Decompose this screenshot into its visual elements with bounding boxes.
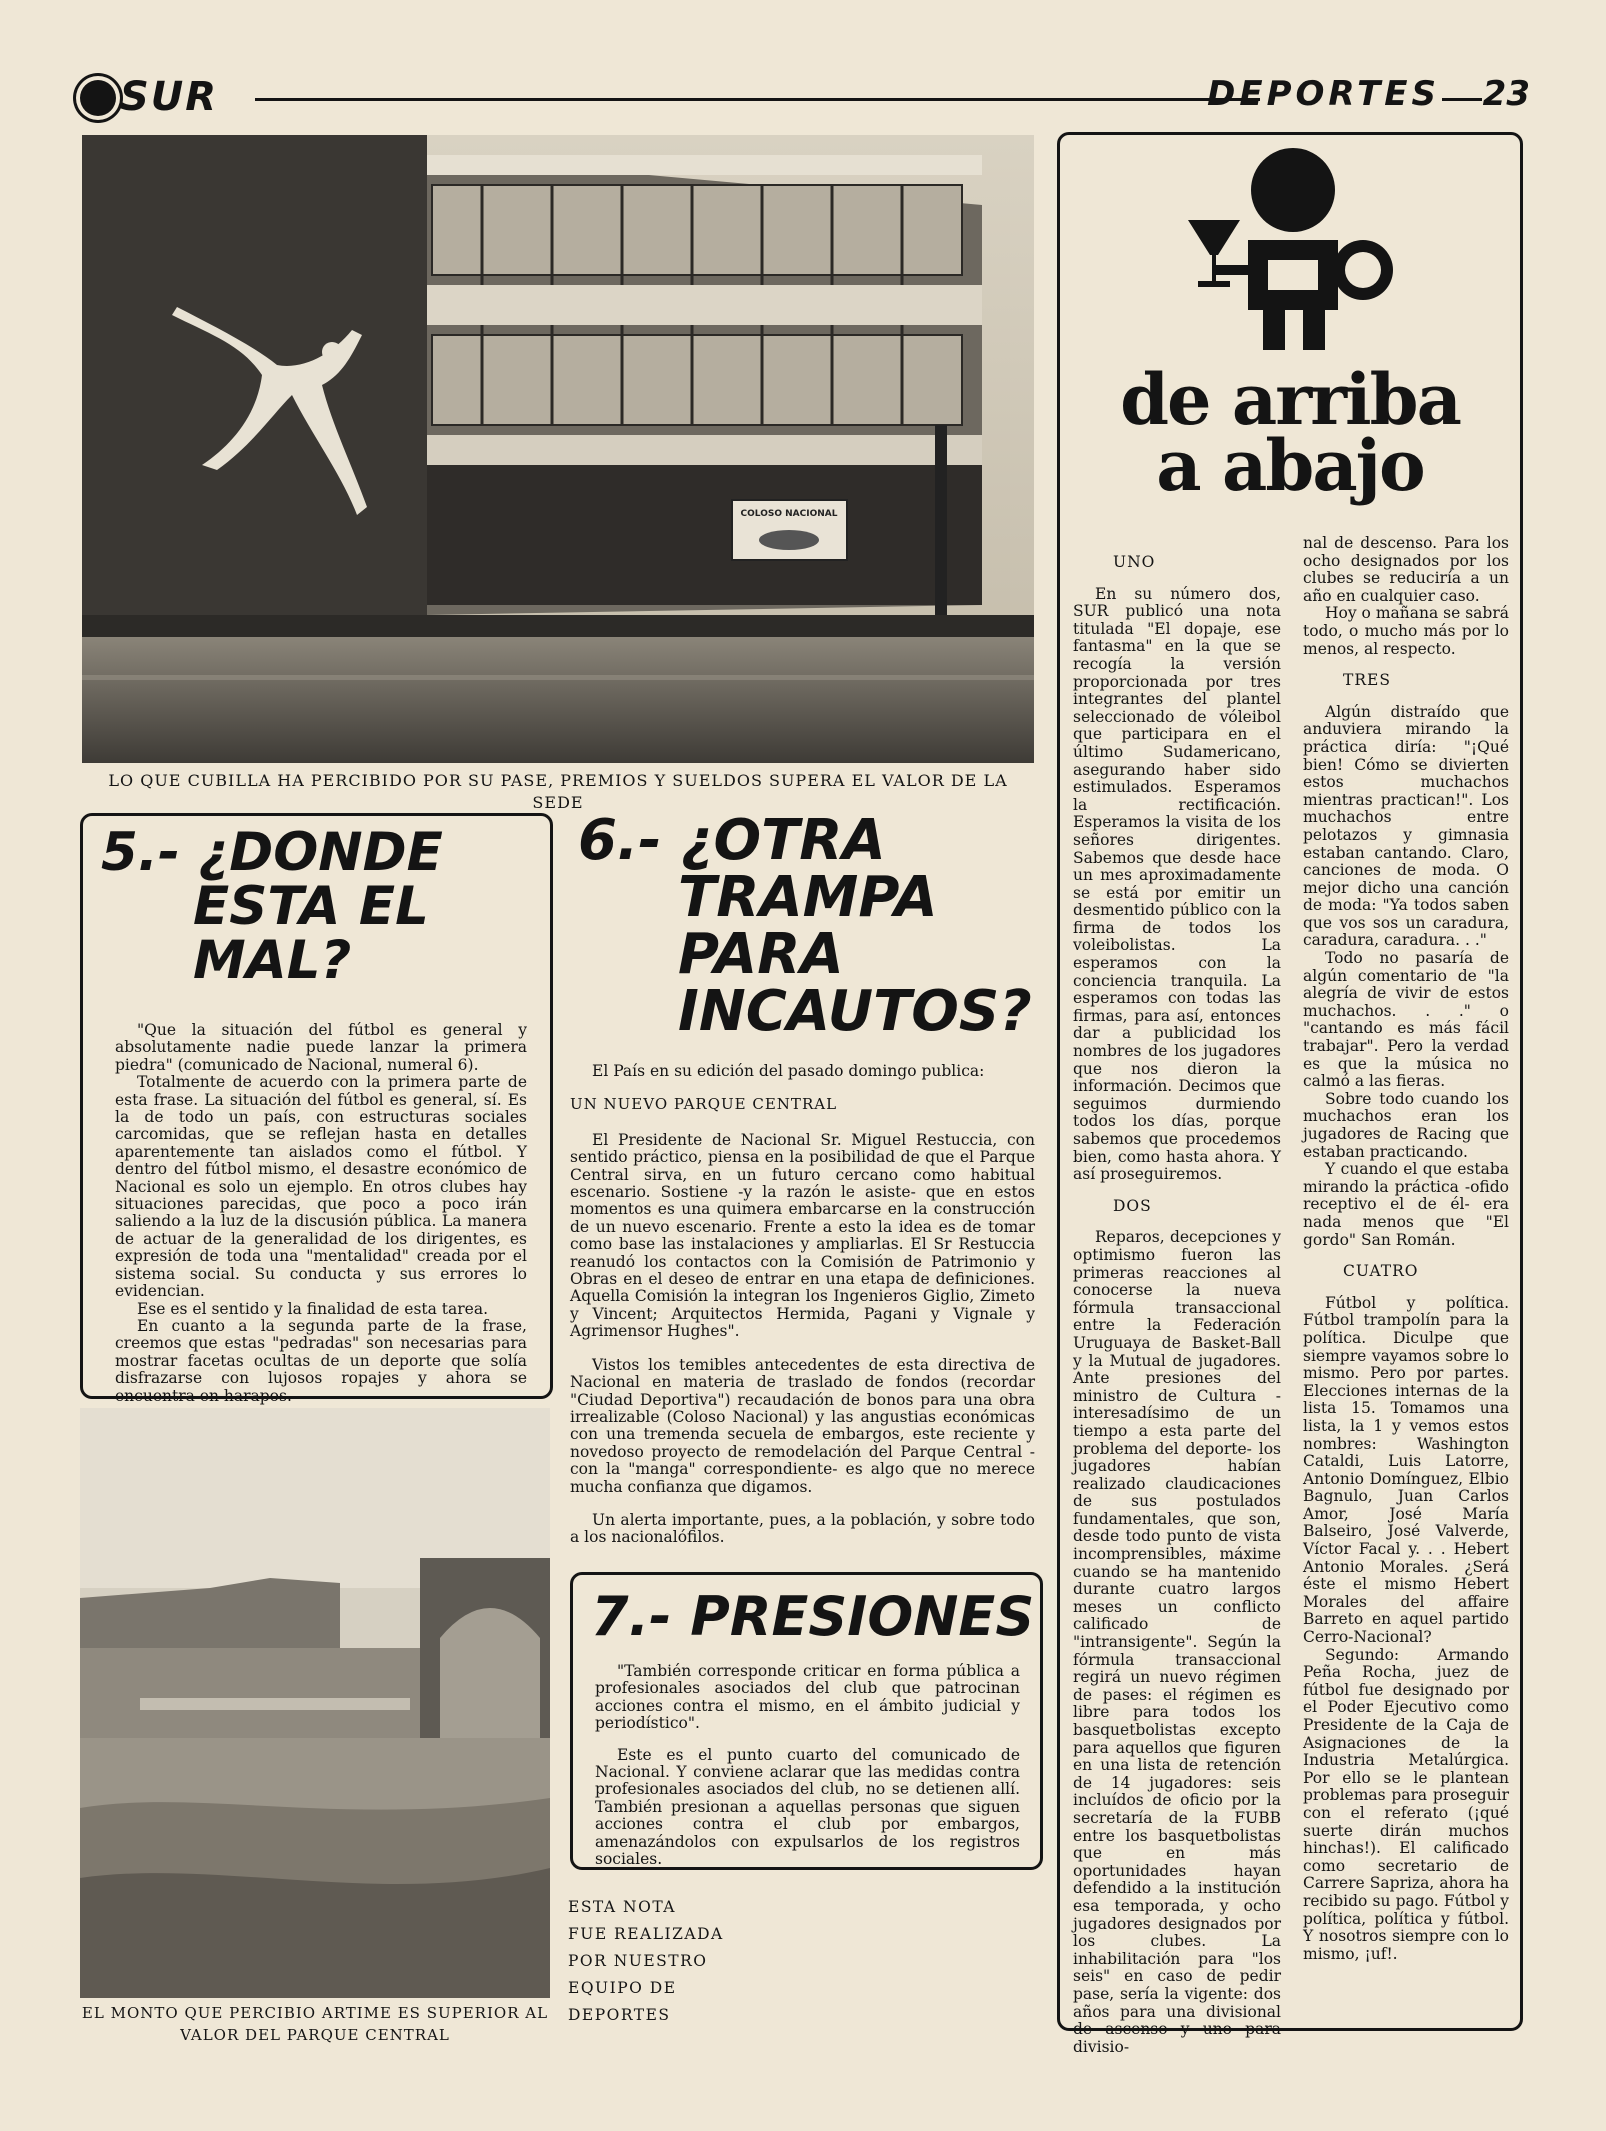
column-subhead: CUATRO (1343, 1262, 1419, 1281)
column-text-right (1303, 535, 1509, 1963)
bottom-photo (80, 1408, 550, 1998)
sun-icon (80, 80, 116, 116)
photo-sign-text: COLOSO NACIONAL (740, 509, 838, 519)
column-paragraph: Hoy o mañana se sabrá todo, o mucho más por lo menos, al respecto. (1303, 604, 1509, 658)
article-6-intro: El País en su edición del pasado domingo publica: (592, 1062, 985, 1080)
column-paragraph: nal de descenso. Para los ocho designados por los clubes se reduciría a un año en cualquier caso. (1303, 534, 1509, 605)
column-paragraph: Reparos, decepciones y optimismo fueron las primeras reacciones al conocerse la nueva fórmula transaccional entre la Federación Uruguaya de Basket-Ball y la Mutual de jugadores. Ante presiones del ministro de Cultura -interesadísimo de un tiempo a esta parte del problema del deporte- los jugadores habían realizado claudicaciones de sus postulados fundamentales, que son, desde todo punto de vista incomprensibles, máxime cuando se ha mantenido durante cuatro largos meses un conflicto calificado de "intransigente". Según la fórmula transaccional regirá un nuevo régimen de pases: el régimen es libre para todos los basquetbolistas excepto para aquellos que figuren en una lista de retención de 14 jugadores: seis incluídos de oficio por la secretaría de la FUBB entre los basquetbolistas que en más oportunidades hayan defendido a la institución esa temporada, y ocho jugadores designados por los clubes. La inhabilitación para "los seis" en caso de pedir pase, sería la vigente: dos años para una divisional de ascenso y uno para divisio- (1073, 1228, 1281, 2056)
column-subhead: DOS (1113, 1196, 1152, 1215)
column-paragraph: Algún distraído que anduviera mirando la práctica diría: "¡Qué bien! Cómo se divierten estos muchachos mientras practican!". Los muchachos entre pelotazos y gimnasia estaban cantando. Claro, canciones de moda. O mejor dicho una canción de moda: "Ya todos saben que vos sos un caradura, caradura, caradura. . ." (1303, 702, 1509, 950)
column-paragraph: Fútbol y política. Fútbol trampolín para la política. Diculpe que siempre vayamos sobre lo mismo. Pero por partes. Elecciones internas de la lista 15. Tomamos una lista, la 1 y vemos estos nombres: Washington Cataldi, Luis Latorre, Antonio Domínguez, Elbio Bagnulo, Juan Carlos Amor, José María Balseiro, José Valverde, Víctor Facal y. . . Hebert Antonio Morales. ¿Será éste el mismo Hebert Morales del affaire Barreto en aquel partido Cerro-Nacional? (1303, 1293, 1509, 1647)
bottom-photo-caption: EL MONTO QUE PERCIBIO ARTIME ES SUPERIOR AL VALOR DEL PARQUE CENTRAL (81, 2004, 549, 2044)
column-paragraph: En su número dos, SUR publicó una nota titulada "El dopaje, ese fantasma" en la que se recogía la versión proporcionada por tres integrantes del plantel seleccionado de vóleibol que participara en el último Sudamericano, asegurando haber sido estimulados. Esperamos la rectificación. Esperamos la visita de los señores dirigentes. Sabemos que desde hace un mes aproximadamente se está por emitir un desmentido público con la firma de todos los voleibolistas. La esperamos con la conciencia tranquila. La esperamos con todas las firmas, para así, entonces dar a publicidad los nombres de los jugadores que nos dieron la información. Decimos que seguimos durmiendo todos los días, porque sabemos que procedemos bien, como hasta ahora. Y así proseguiremos. (1073, 584, 1281, 1184)
park-photo-image (80, 1408, 550, 1998)
mascot-figure-icon (1168, 145, 1408, 355)
staff-credit: ESTA NOTA FUE REALIZADA POR NUESTRO EQUIPO DE DEPORTES (568, 1898, 724, 2024)
newspaper-logo: SUR (80, 74, 218, 120)
column-text-left (1073, 540, 1281, 2056)
column-subhead: TRES (1343, 671, 1391, 690)
article-7-box (570, 1572, 1043, 1870)
column-paragraph: Segundo: Armando Peña Rocha, juez de fútbol fue designado por el Poder Ejecutivo como Presidente de la Caja de Asignaciones de la Industria Metalúrgica. Por ello se le plantean problemas para proseguir con el referato (¡qué suerte dirán muchos hinchas!). El calificado como secretario de Carrere Sapriza, ahora ha recibido su pago. Fútbol y política, política y fútbol. Y nosotros siempre con lo mismo, ¡uf!. (1303, 1645, 1509, 1963)
page-number: 23 (1482, 74, 1530, 114)
masthead-rule-short (1442, 98, 1482, 101)
article-7-body: "También corresponde criticar en forma pública a profesionales asociados del club que patrocinan acciones contra el mismo, en el ámbito judicial y periodístico". Este es el punto cuarto del comunicado de Nacional. Y conviene aclarar que las medidas contra profesionales asociados del club, no se detienen allí. También presionan a aquellas personas que siguen acciones contra el club por embargos, amenazándolos con expulsarlos de los registros sociales. (595, 1662, 1020, 1869)
column-subhead: UNO (1113, 553, 1156, 571)
article-6-heading: 6.- ¿OTRA TRAMPA PARA INCAUTOS? (578, 808, 1032, 1045)
column-paragraph: Y cuando el que estaba mirando la práctica -ofido receptivo el de él- era nada menos que "El gordo" San Román. (1303, 1160, 1509, 1249)
column-title: de arriba a abajo (1120, 358, 1460, 507)
building-photo-image (82, 135, 1034, 763)
column-paragraph: Todo no pasaría de algún comentario de "la alegría de vivir de estos muchachos. . ." o "cantando es más fácil trabajar". Pero la verdad es que la música no calmó a las fieras. (1303, 949, 1509, 1091)
article-7-heading: 7.- PRESIONES (591, 1585, 1035, 1648)
column-paragraph: Sobre todo cuando los muchachos eran los jugadores de Racing que estaban practicando. (1303, 1089, 1509, 1161)
article-5-body: "Que la situación del fútbol es general y absolutamente nadie puede lanzar la primera piedra" (comunicado de Nacional, numeral 6). Totalmente de acuerdo con la primera parte de esta frase. La situación del fútbol es general, sí. Es la de todo un país, con estructuras sociales carcomidas, que se reflejan hasta en detalles aparentemente tan aislados como el fútbol. Y dentro del fútbol mismo, el desastre económico de Nacional es solo un ejemplo. En otros clubes hay situaciones parecidas, que poco a poco irán saliendo a la luz de la discusión pública. La manera de actuar de la generalidad de los dirigentes, es expresión de toda una "mentalidad" creada por el sistema social. Su conducta y sus errores lo evidencian. Ese es el sentido y la finalidad de esta tarea. En cuanto a la segunda parte de la frase, creemos que estas "pedradas" son necesarias para mostrar facetas ocultas de un deporte que solía disfrazarse con lujosos ropajes y ahora se encuentra en harapos. (115, 1021, 527, 1405)
top-photo (82, 135, 1034, 763)
section-name: DEPORTES (1207, 74, 1440, 114)
masthead (80, 72, 1530, 122)
article-5-box (80, 813, 553, 1405)
article-6-body: El País en su edición del pasado domingo publica: UN NUEVO PARQUE CENTRAL El Presidente de Nacional Sr. Miguel Restuccia, con sentido práctico, piensa en la posibilidad de que el Parque Central sirva, en un futuro cercano como habitual escenario. Sostiene -y la razón le asiste- que en estos momentos es una quimera embarcarse en la construcción de un nuevo escenario. Frente a esto la idea es de tomar como base las instalaciones y ampliarlas. El Sr Restuccia reanudó los contactos con la Comisión de Patrimonio y Obras en el deseo de entrar en una etapa de definiciones. Aquella Comisión la integran los Ingenieros Giglio, Zimeto y Vincent; Arquitectos Hermida, Pagani y Vignale y Agrimensor Hughes". Vistos los temibles antecedentes de esta directiva de Nacional en materia de traslado de fondos (recordar "Ciudad Deportiva") recaudación de bonos para una obra irrealizable (Coloso Nacional) y las angustias económicas con una tremenda secuela de embargos, este reciente y novedoso proyecto de remodelación del Parque Central -con la "manga" correspondiente- es algo que no merece mucha confianza que digamos. Un alerta importante, pues, a la población, y sobre todo a los nacionalófilos. (570, 1062, 1035, 1547)
article-6-subhead: UN NUEVO PARQUE CENTRAL (570, 1095, 838, 1114)
article-5-heading: 5.- ¿DONDE ESTA EL MAL? (101, 822, 443, 992)
masthead-rule (255, 98, 1260, 101)
top-photo-caption: LO QUE CUBILLA HA PERCIBIDO POR SU PASE, PREMIOS Y SUELDOS SUPERA EL VALOR DE LA SEDE (108, 771, 1008, 812)
